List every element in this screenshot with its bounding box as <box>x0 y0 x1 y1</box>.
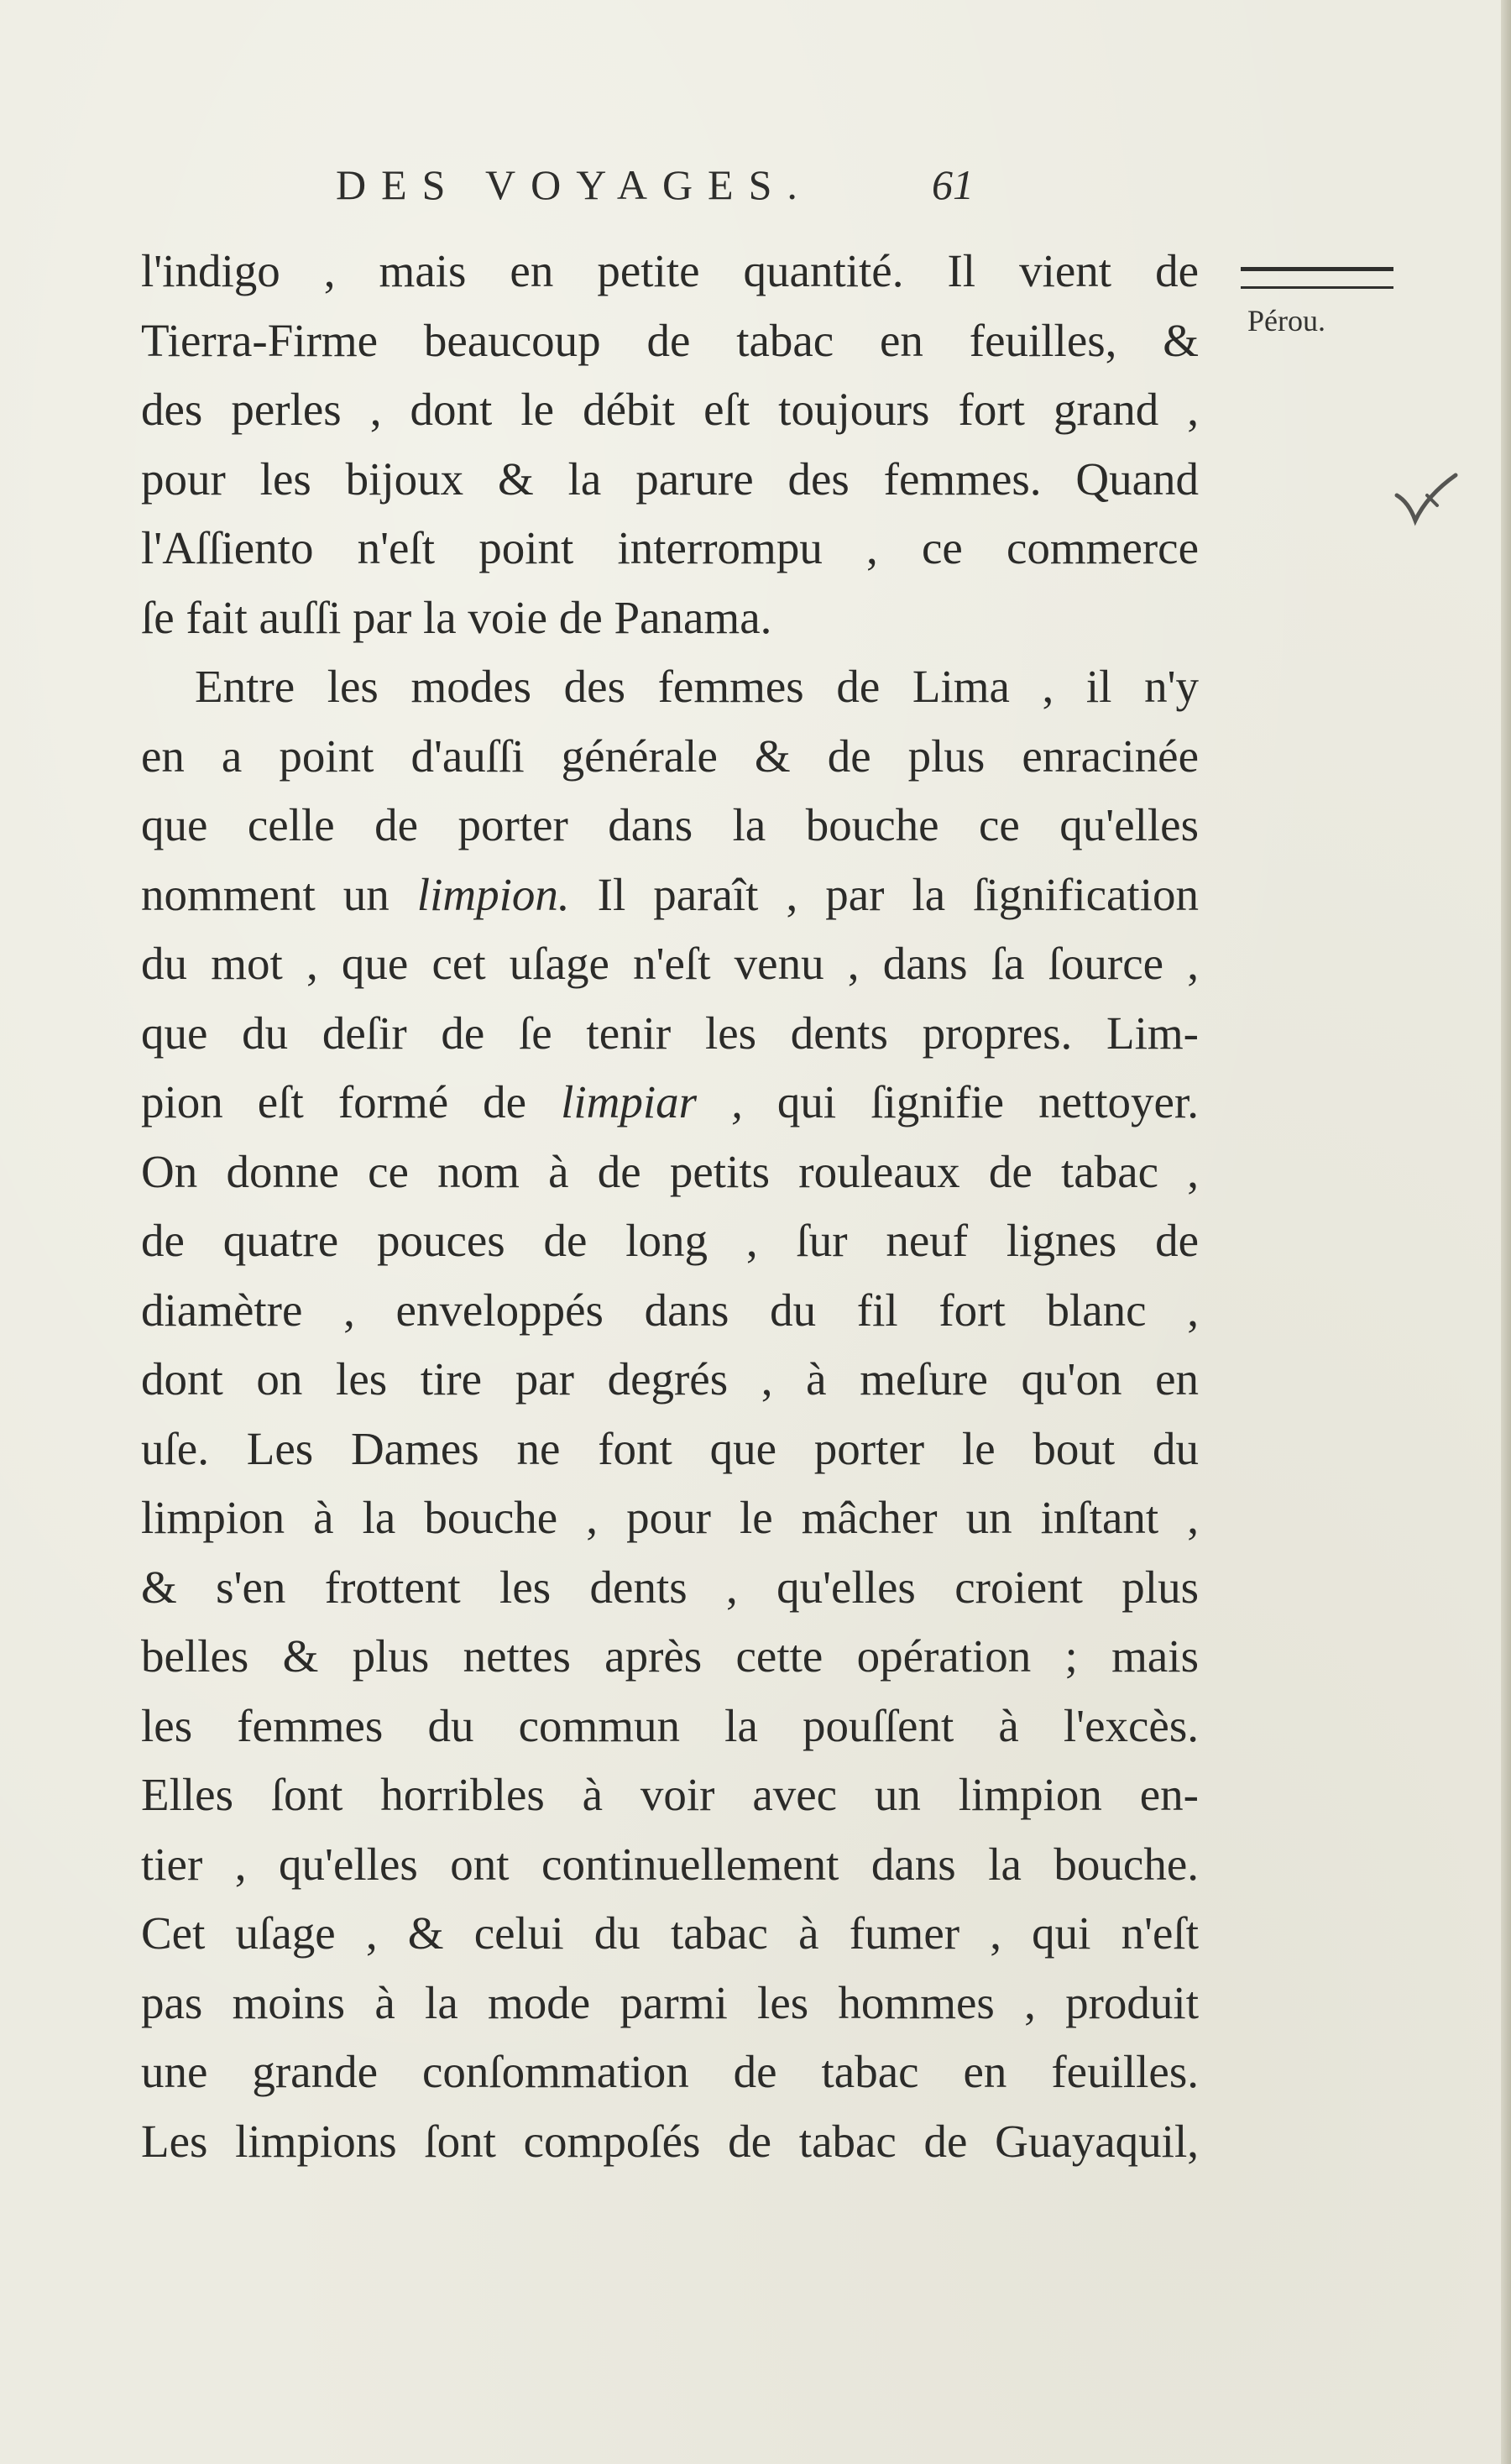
text-line: Tierra-Firme beaucoup de tabac en feuilles, & <box>141 314 1199 366</box>
text-line: en a point d'auſſi générale & de plus enracinée <box>141 730 1199 782</box>
text-line: diamètre , enveloppés dans du fil fort blanc , <box>141 1284 1199 1336</box>
text-line: dont on les tire par degrés , à meſure qu'on en <box>141 1353 1199 1405</box>
text-run: nomment un <box>141 868 417 920</box>
text-line: pour les bijoux & la parure des femmes. Quand <box>141 453 1199 505</box>
text-line: l'indigo , mais en petite quantité. Il vient de <box>141 245 1199 296</box>
text-line: On donne ce nom à de petits rouleaux de tabac , <box>141 1145 1199 1197</box>
text-line: tier , qu'elles ont continuellement dans la bouche. <box>141 1838 1199 1890</box>
page-edge-shadow <box>1501 0 1511 2464</box>
text-line: limpion à la bouche , pour le mâcher un inſtant , <box>141 1492 1199 1543</box>
italic-word: limpiar , <box>561 1076 743 1127</box>
text-line: une grande conſommation de tabac en feuilles. <box>141 2046 1199 2097</box>
text-line: Entre les modes des femmes de Lima , il n'y <box>195 661 1199 712</box>
text-line: que du deſir de ſe tenir les dents propres. Lim- <box>141 1007 1199 1059</box>
text-line: pas moins à la mode parmi les hommes , produit <box>141 1976 1199 2028</box>
page-number: 61 <box>932 161 974 208</box>
text-line: Elles ſont horribles à voir avec un limpion en- <box>141 1769 1199 1820</box>
running-title: DES VOYAGES. <box>336 161 813 208</box>
text-line: Cet uſage , & celui du tabac à fumer , qui n'eſt <box>141 1907 1199 1959</box>
text-run: Il paraît , par la ſignification <box>569 868 1199 920</box>
text-line: l'Aſſiento n'eſt point interrompu , ce commerce <box>141 522 1199 573</box>
text-line: les femmes du commun la pouſſent à l'excès. <box>141 1699 1199 1751</box>
italic-word: limpion. <box>416 868 570 920</box>
text-line: ſe fait auſſi par la voie de Panama. <box>141 591 772 643</box>
text-line: que celle de porter dans la bouche ce qu'elles <box>141 799 1199 850</box>
body-text <box>141 237 1199 2176</box>
text-run: pion eſt formé de <box>141 1076 562 1127</box>
text-line: uſe. Les Dames ne font que porter le bout du <box>141 1422 1199 1474</box>
margin-note: Pérou. <box>1247 304 1325 337</box>
text-line: des perles , dont le débit eſt toujours fort grand , <box>141 384 1199 435</box>
margin-rule <box>1241 267 1393 289</box>
text-line <box>141 1068 1199 1138</box>
text-line <box>141 861 1199 930</box>
text-line: de quatre pouces de long , ſur neuf lignes de <box>141 1215 1199 1266</box>
text-run: qui ſignifie nettoyer. <box>742 1076 1199 1127</box>
text-line: du mot , que cet uſage n'eſt venu , dans ſa ſource , <box>141 938 1199 989</box>
text-line: & s'en frottent les dents , qu'elles croient plus <box>141 1561 1199 1613</box>
text-line: belles & plus nettes après cette opération ; mais <box>141 1630 1199 1682</box>
running-head <box>336 160 974 218</box>
text-line: Les limpions ſont compoſés de tabac de Guayaquil, <box>141 2115 1199 2167</box>
pencil-check-mark-icon <box>1393 470 1461 529</box>
